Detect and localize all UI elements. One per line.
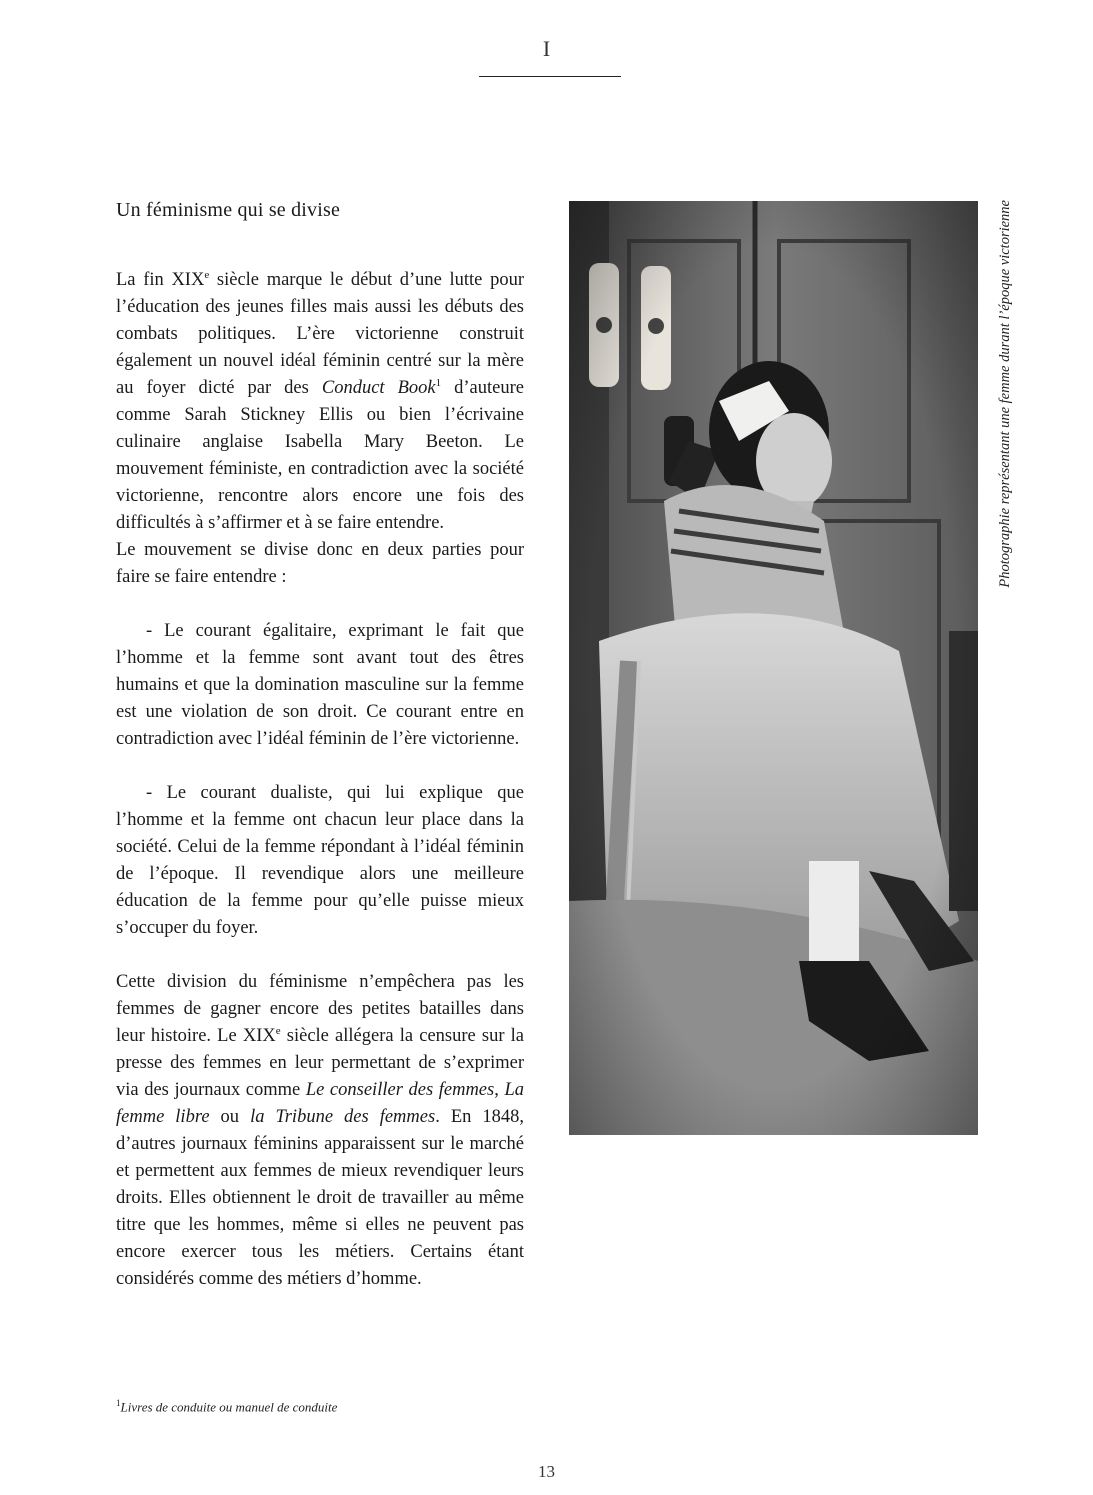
paragraph-dualist: - Le courant dualiste, qui lui explique que l’homme et la femme ont chacun leur place dans la société. Celui de la femme répondant à l’idéal féminin de l’époque. Il revendique alors une meilleure éducation de la femme pour qu’elle puisse mieux s’occuper du foyer. <box>116 783 524 938</box>
text-run: siècle allégera la censure sur la presse des femmes en leur permettant de s’exprimer via des journaux comme <box>116 1026 524 1100</box>
footnote-marker: 1 <box>116 1398 121 1408</box>
superscript: e <box>275 1024 281 1037</box>
paragraph-egalitarian: - Le courant égalitaire, exprimant le fait que l’homme et la femme sont avant tout des êtres humains et que la domination masculine sur la femme est une violation de son droit. Ce courant entre en contradiction avec l’idéal féminin de l’ère victorienne. <box>116 621 524 749</box>
footnote <box>116 1398 337 1415</box>
photo-caption: Photographie représentant une femme durant l’époque victorienne <box>997 200 1013 588</box>
text-run: Cette division du féminisme n’empêchera pas les femmes de gagner encore des petites batailles dans leur histoire. Le XIX <box>116 972 524 1046</box>
footnote-ref: 1 <box>435 376 442 389</box>
paragraph-conclusion <box>116 969 524 1293</box>
paragraph-division: Le mouvement se divise donc en deux parties pour faire se faire entendre : <box>116 540 524 587</box>
text-run: d’auteure comme Sarah Stickney Ellis ou bien l’écrivaine culinaire anglaise Isabella Mary Beeton. Le mouvement féministe, en contradiction avec la société victorienne, rencontre alors encore une fois des difficultés à s’affirmer et à se faire entendre. <box>116 378 524 533</box>
superscript: e <box>204 268 210 281</box>
chapter-number: I <box>542 36 551 61</box>
text-run: ou <box>209 1107 251 1127</box>
footnote-text: Livres de conduite ou manuel de conduite <box>120 1399 338 1415</box>
text-run: La fin XIX <box>116 270 205 290</box>
victorian-woman-photo <box>569 201 978 1135</box>
journal-title: Le conseiller des femmes <box>305 1080 495 1100</box>
text-run: siècle marque le début d’une lutte pour l’éducation des jeunes filles mais aussi les débuts des combats politiques. L’ère victorienne construit également un nouvel idéal féminin centré sur la mère au foyer dicté par des <box>116 270 524 398</box>
page-number: 13 <box>538 1462 555 1481</box>
text-run: . En 1848, d’autres journaux féminins apparaissent sur le marché et permettent aux femmes de mieux revendiquer leurs droits. Elles obtiennent le droit de travailler au même titre que les hommes, même si elles ne peuvent pas encore exercer tous les métiers. Certains étant considérés comme des métiers d’homme. <box>116 1107 524 1289</box>
journal-title: la Tribune des femmes <box>250 1107 436 1127</box>
chapter-rule <box>479 76 621 77</box>
paragraph-intro <box>116 267 524 537</box>
body-text <box>116 267 524 1293</box>
text-run: , <box>494 1080 505 1100</box>
journal-title: La femme libre <box>116 1080 524 1127</box>
italic-title: Conduct Book <box>321 378 436 398</box>
section-title: Un féminisme qui se divise <box>116 199 341 221</box>
